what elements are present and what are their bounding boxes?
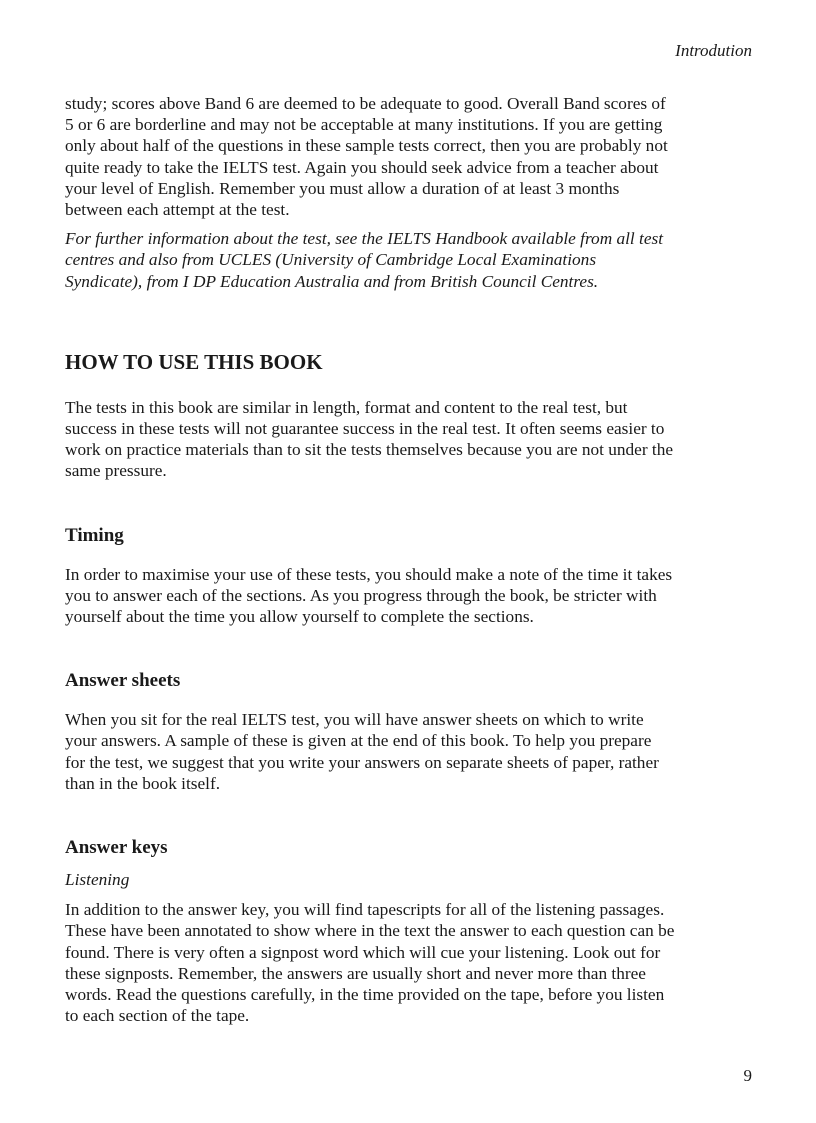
section-heading-how-to-use: HOW TO USE THIS BOOK [65,349,323,374]
page-number: 9 [743,1066,752,1085]
running-header: Introdution [675,41,752,60]
page-body [65,93,675,1026]
section-heading-timing: Timing [65,524,124,546]
timing-paragraph: In order to maximise your use of these tests, you should make a note of the time it takes you to answer each of the sections. As you progress through the book, be stricter with yourself about the time you allow yourself to complete the sections. [65,564,673,627]
answer-keys-paragraph: In addition to the answer key, you will find tapescripts for all of the listening passages. These have been annotated to show where in the text the answer to each question can be found. There is very often a signpost word which will cue your listening. Look out for these signposts. Remember, the answers are usually short and never more than three words. Read the questions carefully, in the time provided on the tape, before you listen to each section of the tape. [65,900,675,1026]
answer-sheets-paragraph: When you sit for the real IELTS test, you will have answer sheets on which to write your answers. A sample of these is given at the end of this book. To help you prepare for the test, we suggest that you write your answers on separate sheets of paper, rather than in the book itself. [65,710,659,793]
subheading-listening: Listening [65,870,130,890]
section-heading-answer-sheets: Answer sheets [65,670,181,692]
further-info-paragraph: For further information about the test, see the IELTS Handbook available from all test centres and also from UCLES (University of Cambridge Local Examinations Syndicate), from I DP Education Australia and from British Council Centres. [65,229,664,291]
intro-paragraph: study; scores above Band 6 are deemed to be adequate to good. Overall Band scores of 5 or 6 are borderline and may not be acceptable at many institutions. If you are getting only about half of the questions in these sample tests correct, then you are probably not quite ready to take the IELTS test. Again you should seek advice from a teacher about your level of English. Remember you must allow a duration of at least 3 months between each attempt at the test. [65,94,668,220]
section-heading-answer-keys: Answer keys [65,837,168,859]
how-to-use-paragraph: The tests in this book are similar in length, format and content to the real test, but success in these tests will not guarantee success in the real test. It often seems easier to work on practice materials than to sit the tests themselves because you are not under the same pressure. [65,397,674,481]
